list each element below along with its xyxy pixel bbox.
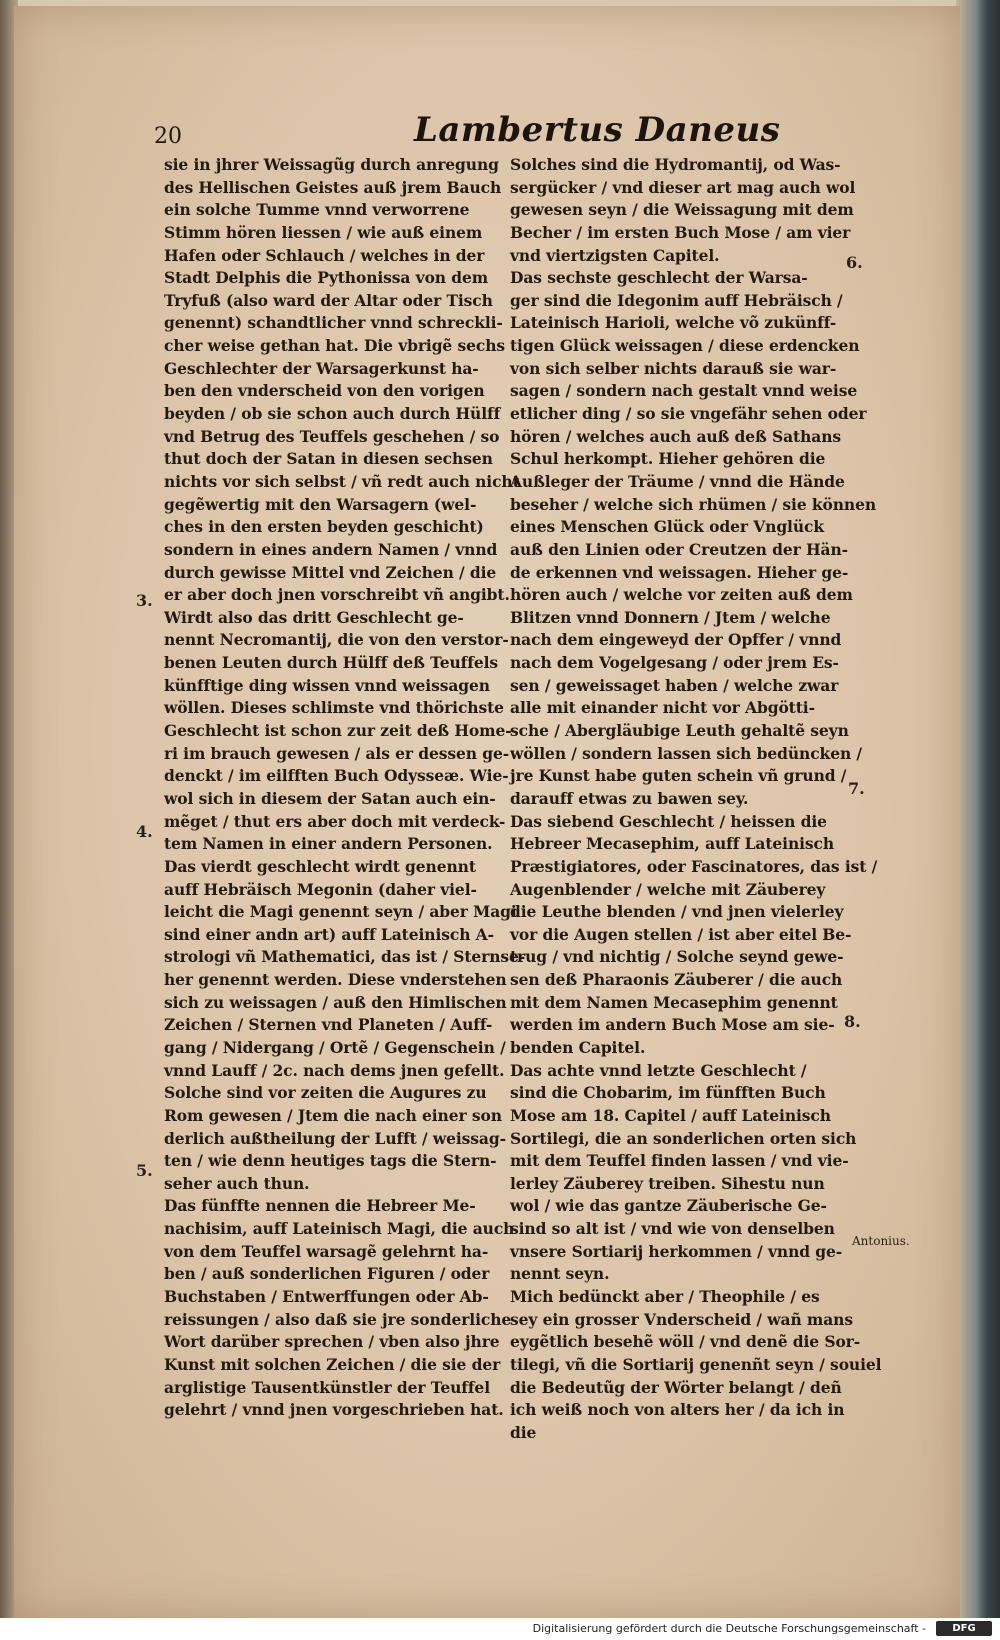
text-line: hören / welches auch auß deß Sathans	[510, 426, 842, 446]
text-line: Sortilegi, die an sonderlichen orten sich	[510, 1128, 857, 1148]
text-line: vnd Betrug des Teuffels geschehen / so	[164, 426, 500, 446]
text-line: leicht die Magi genennt seyn / aber Magi	[164, 902, 517, 922]
text-line: wol sich in diesem der Satan auch ein-	[164, 788, 496, 808]
text-line: auß den Linien oder Creutzen der Hän-	[510, 539, 848, 559]
text-line: ben / auß sonderlichen Figuren / oder	[164, 1264, 490, 1284]
text-line: sagen / sondern nach gestalt vnnd weise	[510, 381, 858, 401]
margin-name-antonius: Antonius.	[852, 1234, 910, 1248]
text-line: von sich selber nichts darauß sie war-	[510, 358, 837, 378]
text-line: gelehrt / vnnd jnen vorgeschrieben hat.	[164, 1400, 504, 1420]
text-line: beyden / ob sie schon auch durch Hülff	[164, 404, 501, 424]
text-line: wol / wie das gantze Zäuberische Ge-	[510, 1196, 827, 1216]
text-line: sondern in eines andern Namen / vnnd	[164, 539, 498, 559]
text-line: auff Hebräisch Megonin (daher viel-	[164, 879, 477, 899]
text-line: Das siebend Geschlecht / heissen die	[510, 811, 827, 831]
text-line: denckt / im eilfften Buch Odysseæ. Wie-	[164, 766, 509, 786]
text-line: nach dem eingeweyd der Opffer / vnnd	[510, 630, 842, 650]
text-line: gewesen seyn / die Weissagung mit dem	[510, 200, 854, 220]
text-line: de erkennen vnd weissagen. Hieher ge-	[510, 562, 849, 582]
running-title: Lambertus Daneus	[414, 110, 781, 150]
text-line: vor die Augen stellen / ist aber eitel Be-	[510, 924, 852, 944]
text-line: ben den vnderscheid von den vorigen	[164, 381, 485, 401]
text-line: Schul herkompt. Hieher gehören die	[510, 449, 826, 469]
text-line: Hafen oder Schlauch / welches in der	[164, 245, 485, 265]
text-line: Kunst mit solchen Zeichen / die sie der	[164, 1354, 501, 1374]
text-line: Stadt Delphis die Pythonissa von dem	[164, 268, 489, 288]
text-line: sind einer andn art) auff Lateinisch A-	[164, 924, 494, 944]
text-line: ten / wie denn heutiges tags die Stern-	[164, 1151, 497, 1171]
text-line: ri im brauch gewesen / als er dessen ge-	[164, 743, 510, 763]
text-line: sche / Abergläubige Leuth gehaltẽ seyn	[510, 721, 849, 741]
text-line: alle mit einander nicht vor Abgötti-	[510, 698, 815, 718]
text-line: Becher / im ersten Buch Mose / am vier	[510, 222, 851, 242]
text-line: vnd viertzigsten Capitel.	[510, 245, 720, 265]
text-line: nachisim, auff Lateinisch Magi, die auch	[164, 1219, 515, 1239]
text-line: Mose am 18. Capitel / auff Lateinisch	[510, 1105, 831, 1125]
text-line: sen / geweissaget haben / welche zwar	[510, 675, 839, 695]
text-line: Mich bedünckt aber / Theophile / es	[510, 1287, 820, 1307]
text-line: mit dem Teuffel finden lassen / vnd vie-	[510, 1151, 849, 1171]
margin-number-7: 7.	[848, 779, 865, 798]
text-line: Stimm hören liessen / wie auß einem	[164, 222, 483, 242]
text-line: Augenblender / welche mit Zäuberey	[510, 879, 826, 899]
text-line: strologi vñ Mathematici, das ist / Sternse-	[164, 947, 526, 967]
text-line: die	[510, 1422, 537, 1442]
text-line: gang / Nidergang / Ortẽ / Gegenschein /	[164, 1037, 506, 1057]
text-line: künfftige ding wissen vnnd weissagen	[164, 675, 490, 695]
text-line: wöllen / sondern lassen sich bedüncken /	[510, 743, 862, 763]
text-line: ger sind die Idegonim auff Hebräisch /	[510, 290, 843, 310]
text-line: Rom gewesen / Jtem die nach einer son	[164, 1105, 502, 1125]
text-line: Das vierdt geschlecht wirdt genennt	[164, 856, 476, 876]
text-line: arglistige Tausentkünstler der Teuffel	[164, 1377, 490, 1397]
text-line: vnnd Lauff / 2c. nach dems jnen gefellt.	[164, 1060, 505, 1080]
text-line: hören auch / welche vor zeiten auß dem	[510, 585, 853, 605]
text-line: ich weiß noch von alters her / da ich in	[510, 1400, 845, 1420]
footer-bar	[0, 1618, 1000, 1640]
text-line: des Hellischen Geistes auß jrem Bauch	[164, 177, 502, 197]
text-line: Solches sind die Hydromantij, od Was-	[510, 155, 841, 174]
text-line: nach dem Vogelgesang / oder jrem Es-	[510, 653, 839, 673]
text-line: ches in den ersten beyden geschicht)	[164, 517, 484, 537]
text-line: Geschlecht ist schon zur zeit deß Home-	[164, 721, 512, 741]
text-line: vnsere Sortiarij herkommen / vnnd ge-	[510, 1241, 843, 1261]
text-line: Wirdt also das dritt Geschlecht ge-	[164, 607, 464, 627]
text-line: nichts vor sich selbst / vñ redt auch nicht	[164, 471, 520, 491]
text-line: nennt Necromantij, die von den verstor-	[164, 630, 509, 650]
text-line: Das sechste geschlecht der Warsa-	[510, 268, 808, 288]
margin-number-5: 5.	[136, 1161, 153, 1180]
text-line: sey ein grosser Vnderscheid / wañ mans	[510, 1309, 853, 1329]
footer-credit: Digitalisierung gefördert durch die Deutsche Forschungsgemeinschaft -	[532, 1622, 926, 1635]
text-line: sergücker / vnd dieser art mag auch wol	[510, 177, 856, 197]
text-line: Lateinisch Harioli, welche võ zukünff-	[510, 313, 837, 333]
margin-number-8: 8.	[844, 1012, 861, 1031]
text-line: Solche sind vor zeiten die Augures zu	[164, 1083, 487, 1103]
text-line: Præstigiatores, oder Fascinatores, das ist /	[510, 856, 878, 876]
text-line: Blitzen vnnd Donnern / Jtem / welche	[510, 607, 831, 627]
margin-number-3: 3.	[136, 591, 153, 610]
text-line: tilegi, vñ die Sortiarij genenñt seyn / souiel	[510, 1354, 882, 1374]
text-line: tem Namen in einer andern Personen.	[164, 834, 493, 854]
text-line: Zeichen / Sternen vnd Planeten / Auff-	[164, 1015, 493, 1035]
text-line: wöllen. Dieses schlimste vnd thörichste	[164, 698, 504, 718]
text-line: sind die Chobarim, im fünfften Buch	[510, 1083, 826, 1103]
text-line: sich zu weissagen / auß den Himlischen	[164, 992, 507, 1012]
left-text-column	[164, 154, 526, 1420]
text-line: Wort darüber sprechen / vben also jhre	[164, 1332, 500, 1352]
text-line: lerley Zäuberey treiben. Sihestu nun	[510, 1173, 825, 1193]
text-line: Geschlechter der Warsagerkunst ha-	[164, 358, 479, 378]
text-line: gegẽwertig mit den Warsagern (wel-	[164, 494, 477, 514]
text-line: darauff etwas zu bawen sey.	[510, 788, 749, 808]
running-head	[14, 110, 960, 154]
text-line: eines Menschen Glück oder Vnglück	[510, 517, 824, 537]
text-line: sen deß Pharaonis Zäuberer / die auch	[510, 970, 843, 990]
text-line: reissungen / also daß sie jre sonderliche	[164, 1309, 512, 1329]
text-line: durch gewisse Mittel vnd Zeichen / die	[164, 562, 497, 582]
dfg-logo: DFG	[936, 1621, 992, 1636]
text-line: mẽget / thut ers aber doch mit verdeck-	[164, 811, 506, 831]
text-line: die Bedeutũg der Wörter belangt / deñ	[510, 1377, 842, 1397]
text-line: er aber doch jnen vorschreibt vñ angibt.	[164, 585, 510, 605]
text-line: seher auch thun.	[164, 1173, 310, 1193]
text-line: beseher / welche sich rhümen / sie können	[510, 494, 877, 514]
page-number: 20	[154, 124, 182, 149]
text-line: sind so alt ist / vnd wie von denselben	[510, 1219, 835, 1239]
text-line: tigen Glück weissagen / diese erdencken	[510, 336, 860, 356]
text-line: die Leuthe blenden / vnd jnen vielerley	[510, 902, 844, 922]
text-line: Das achte vnnd letzte Geschlecht /	[510, 1060, 807, 1080]
text-line: benen Leuten durch Hülff deß Teuffels	[164, 653, 498, 673]
text-line: von dem Teuffel warsagẽ gelehrnt ha-	[164, 1241, 489, 1261]
book-spine-edge	[956, 0, 1000, 1640]
text-line: etlicher ding / so sie vngefähr sehen oder	[510, 404, 867, 424]
margin-number-4: 4.	[136, 822, 153, 841]
text-line: thut doch der Satan in diesen sechsen	[164, 449, 493, 469]
text-line: ein solche Tumme vnnd verworrene	[164, 200, 470, 220]
text-line: Das fünffte nennen die Hebreer Me-	[164, 1196, 476, 1216]
text-line: werden im andern Buch Mose am sie-	[510, 1015, 835, 1035]
text-line: nennt seyn.	[510, 1264, 610, 1284]
text-line: Außleger der Träume / vnnd die Hände	[510, 471, 845, 491]
text-line: benden Capitel.	[510, 1037, 646, 1057]
text-line: jre Kunst habe guten schein vñ grund /	[510, 766, 847, 786]
text-line: Hebreer Mecasephim, auff Lateinisch	[510, 834, 835, 854]
text-line: Buchstaben / Entwerffungen oder Ab-	[164, 1287, 489, 1307]
book-page	[14, 6, 960, 1618]
text-line: her genennt werden. Diese vnderstehen	[164, 970, 507, 990]
text-line: eygẽtlich besehẽ wöll / vnd denẽ die Sor-	[510, 1332, 861, 1352]
text-line: mit dem Namen Mecasephim genennt	[510, 992, 838, 1012]
text-line: cher weise gethan hat. Die vbrigẽ sechs	[164, 336, 506, 356]
text-line: derlich außtheilung der Lufft / weissag-	[164, 1128, 506, 1148]
text-line: trug / vnd nichtig / Solche seynd gewe-	[510, 947, 844, 967]
text-line: sie in jhrer Weissagũg durch anregung	[164, 155, 499, 174]
text-line: genennt) schandtlicher vnnd schreckli-	[164, 313, 503, 333]
text-line: Tryfuß (also ward der Altar oder Tisch	[164, 290, 493, 310]
margin-number-6: 6.	[846, 253, 863, 272]
